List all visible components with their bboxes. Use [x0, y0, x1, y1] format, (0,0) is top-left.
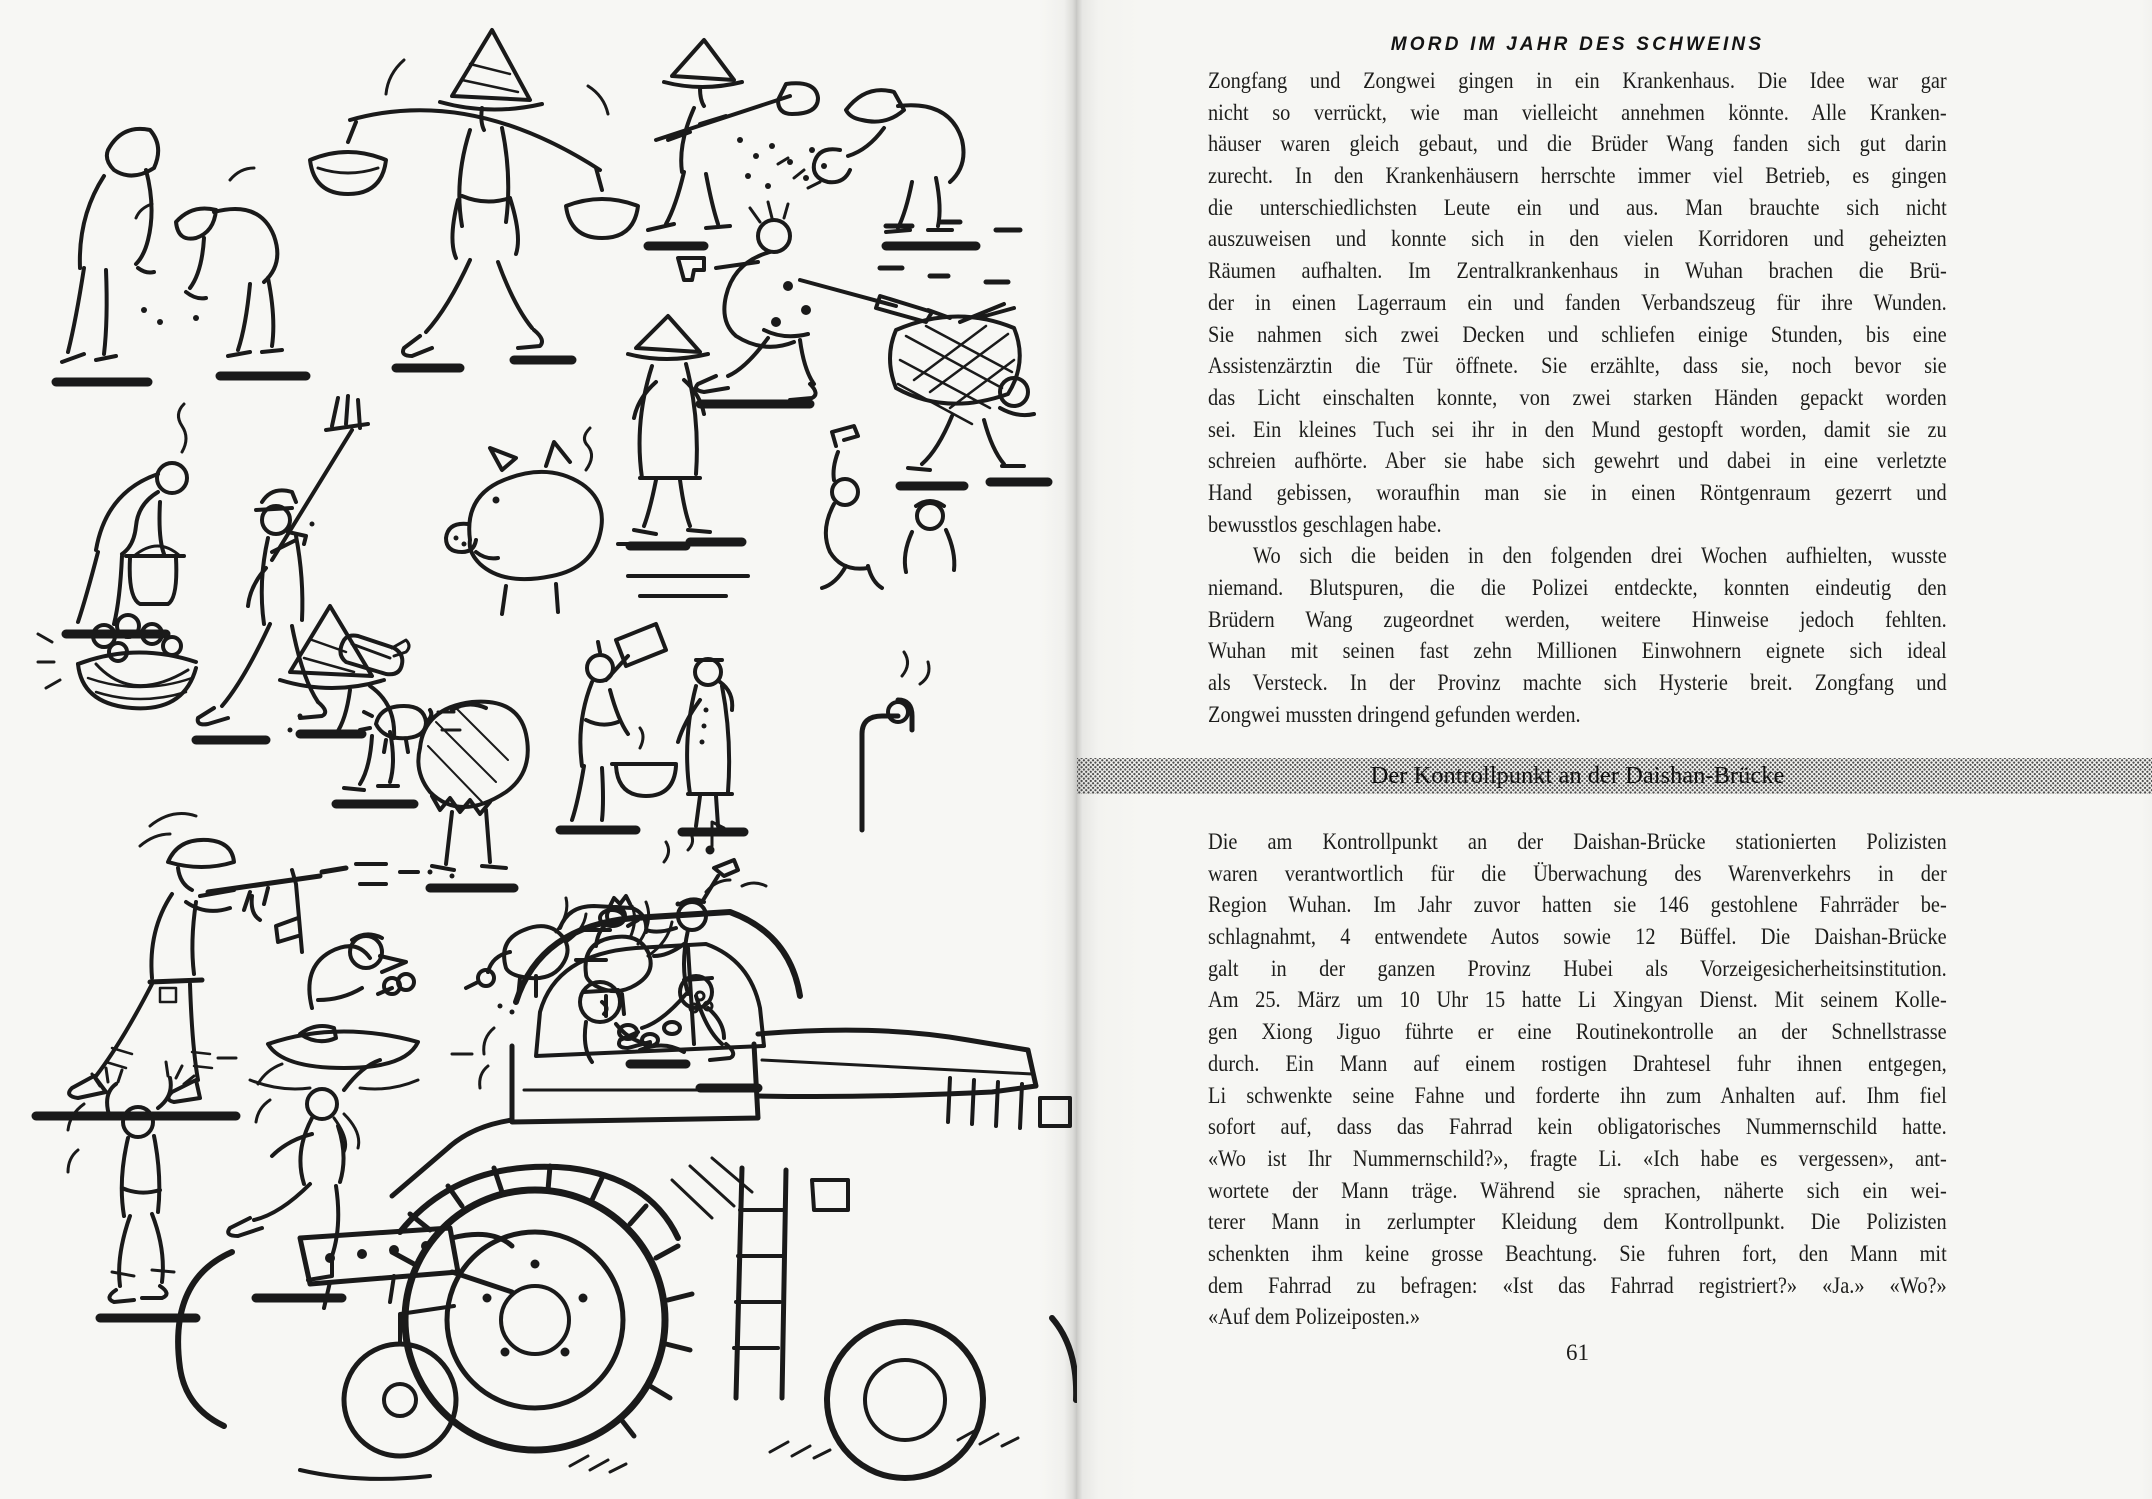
text-line: das Licht einschalten konnte, von zwei starken Händen gepackt worden	[1208, 384, 1947, 411]
right-page	[1077, 0, 2152, 1499]
text-line: schreien aufhörte. Aber sie habe sich gewehrt und dabei in eine verletzte	[1208, 448, 1947, 475]
text-line: waren verantwortlich für die Überwachung des Warenverkehrs in der	[1208, 860, 1947, 887]
text-line: schenkten ihm keine grosse Beachtung. Sie fuhren fort, den Mann mit	[1208, 1240, 1947, 1267]
vignette-chickens	[466, 896, 712, 1046]
section-heading-band	[1077, 758, 2152, 794]
body-text-upper	[1208, 66, 1947, 731]
text-line: häuser waren gleich gebaut, und die Brüder Wang fanden sich gut darin	[1208, 131, 1947, 158]
paragraph	[1208, 827, 1947, 1334]
text-line: auszuweisen und konnte sich in den vielen Korridoren und geheizten	[1208, 226, 1947, 253]
vignette-bucket-carrier	[78, 404, 187, 624]
vignette-coin-basket	[38, 615, 196, 708]
vignette-shoveler	[648, 40, 818, 230]
vignette-pig	[446, 428, 748, 614]
text-line: wortete der Mann träge. Während sie sprachen, näherte sich ein wei-	[1208, 1177, 1947, 1204]
text-line: sei. Ein kleines Tuch sei ihr in den Mund gestopft worden, damit sie zu	[1208, 416, 1947, 443]
ground-shadows	[36, 246, 1048, 1318]
text-line: «Auf dem Polizeiposten.»	[1208, 1304, 1421, 1331]
section-heading: Der Kontrollpunkt an der Daishan-Brücke	[1370, 762, 1785, 789]
vignette-pot-scene	[572, 624, 732, 826]
text-line: Zongfang und Zongwei gingen in ein Krankenhaus. Die Idee war gar	[1208, 68, 1947, 94]
text-line: galt in der ganzen Provinz Hubei als Vorzeigesicherheitsinstitution.	[1208, 955, 1947, 982]
text-line: Zongwei mussten dringend gefunden werden.	[1208, 701, 1581, 728]
text-line: Sie nahmen sich zwei Decken und schliefen einige Stunden, bis eine	[1208, 321, 1947, 348]
text-line: bewusstlos geschlagen habe.	[1208, 511, 1442, 538]
text-line: Räumen aufhalten. Im Zentralkrankenhaus in Wuhan brachen die Brü-	[1208, 258, 1947, 285]
vignette-coat-walker	[628, 316, 710, 534]
vignette-basket-carrier	[310, 30, 638, 356]
text-line: dem Fahrrad zu befragen: «Ist das Fahrrad registriert?» «Ja.» «Wo?»	[1208, 1272, 1947, 1299]
text-line: «Wo ist Ihr Nummernschild?», fragte Li. «Ich habe es vergessen», ant-	[1208, 1145, 1947, 1172]
vignette-cloaked-figure	[418, 702, 527, 870]
text-line: Assistenzärztin die Tür öffnete. Sie erzählte, dass sie, noch bevor sie	[1208, 353, 1947, 380]
paragraph	[1208, 66, 1947, 541]
text-line: schlagnahmt, 4 entwendete Autos sowie 12 Büffel. Die Daishan-Brücke	[1208, 924, 1947, 951]
text-line: Wo sich die beiden in den folgenden drei Wochen aufhielten, wusste	[1252, 543, 1947, 570]
vignette-soldier	[69, 814, 418, 1102]
text-line: terer Mann in zerlumpter Kleidung dem Kontrollpunkt. Die Polizisten	[1208, 1209, 1947, 1236]
text-line: Hand gebissen, woraufhin man sie in einen Röntgenraum gezerrt und	[1208, 479, 1947, 506]
text-line: der in einen Lagerraum ein und fanden Verbandszeug für ihre Wunden.	[1208, 289, 1947, 316]
running-head: MORD IM JAHR DES SCHWEINS	[1390, 34, 1765, 55]
body-text-lower	[1208, 827, 1947, 1334]
text-line: Wuhan mit seinen fast zehn Millionen Einwohnern eignete sich ideal	[1208, 638, 1947, 665]
text-line: niemand. Blutspuren, die die Polizei entdeckte, konnten eindeutig den	[1208, 575, 1947, 601]
text-line: Brüdern Wang zugeordnet werden, weitere Hinweise jedoch fehlten.	[1208, 606, 1947, 633]
text-line: zurecht. In den Krankenhäusern herrschte immer viel Betrieb, es gingen	[1208, 163, 1947, 190]
text-line: sofort auf, dass das Fahrrad kein obligatorisches Nummernschild hatte.	[1208, 1114, 1947, 1141]
vignette-duck-pond	[218, 870, 472, 1089]
vignette-cone-bender	[280, 606, 398, 790]
vignette-pickers	[62, 129, 282, 362]
text-line: gen Xiong Jiguo führte er eine Routinekontrolle an der Schnellstrasse	[1208, 1019, 1947, 1046]
text-line: Am 25. März um 10 Uhr 15 hatte Li Xingyan Dienst. Mit seinem Kolle-	[1208, 987, 1947, 1014]
page-number: 61	[1566, 1340, 1589, 1365]
text-line: Li schwenkte seine Fahne und forderte ihn zum Anhalten auf. Ihm fiel	[1208, 1082, 1947, 1109]
paragraph	[1208, 541, 1947, 731]
vignette-pannier-carrier	[890, 304, 1034, 470]
text-line: als Versteck. In der Provinz machte sich Hysterie breit. Zongfang und	[1208, 670, 1947, 697]
text-line: nicht so verrückt, wie man vielleicht annehmen könnte. Alle Kranken-	[1208, 99, 1947, 126]
text-line: Die am Kontrollpunkt an der Daishan-Brücke stationierten Polizisten	[1208, 829, 1947, 855]
text-line: durch. Ein Mann auf einem rostigen Drahtesel fuhr ihnen entgegen,	[1208, 1050, 1947, 1077]
text-line: die unterschiedlichsten Leute ein und aus. Man brauchte sich nicht	[1208, 194, 1947, 221]
text-line: Region Wuhan. Im Jahr zuvor hatten sie 146 gestohlene Fahrräder be-	[1208, 892, 1947, 919]
